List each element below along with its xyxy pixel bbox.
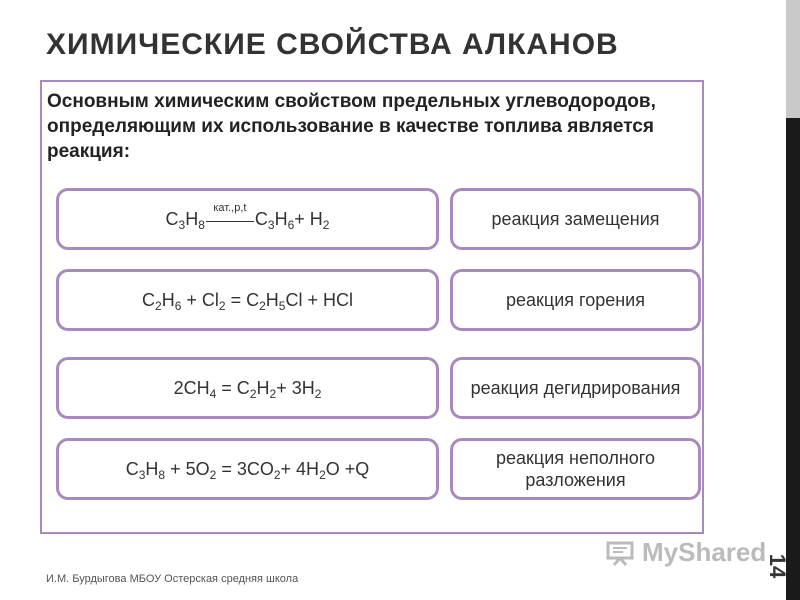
reaction-type-label: реакция замещения (491, 209, 660, 229)
formula-part: H (256, 378, 270, 398)
formula-part: + 4H (280, 459, 320, 479)
formula-subscript: 6 (174, 299, 182, 313)
formula-subscript: 3 (138, 468, 146, 482)
intro-text: Основным химическим свойством предельных углеводородов, определяющим их использование в качестве топлива является реакция: (47, 91, 656, 162)
formula-part: + 5O (165, 459, 210, 479)
formula-part: C (165, 209, 179, 229)
formula-box-4[interactable] (56, 438, 439, 500)
formula-subscript: 6 (287, 218, 295, 232)
presentation-icon (606, 540, 636, 566)
slide-title: ХИМИЧЕСКИЕ СВОЙСТВА АЛКАНОВ (46, 28, 619, 61)
catalyst-label: кат.,р,t (213, 202, 247, 214)
formula-part: H (274, 209, 288, 229)
reaction-type-label: реакция дегидрирования (470, 378, 681, 398)
formula-text (165, 202, 330, 232)
formula-subscript: 2 (259, 299, 266, 313)
formula-subscript: 2 (322, 218, 330, 232)
formula-part: O +Q (325, 459, 370, 479)
formula-subscript: 4 (209, 387, 217, 401)
formula-part: + 3H (276, 378, 315, 398)
formula-subscript: 8 (198, 218, 205, 232)
watermark-logo (606, 537, 766, 568)
formula-part: H (185, 209, 199, 229)
footer-author: И.М. Бурдыгова МБОУ Остерская средняя школа (46, 573, 299, 585)
reaction-type-decomposition[interactable] (450, 438, 701, 500)
formula-part: = C (216, 378, 250, 398)
formula-subscript: 2 (218, 299, 226, 313)
formula-subscript: 3 (178, 218, 186, 232)
side-bar-light (786, 0, 800, 118)
page-number: 14 (765, 553, 790, 579)
formula-text (174, 377, 322, 399)
formula-part: H (145, 459, 159, 479)
formula-subscript: 2 (209, 468, 217, 482)
formula-subscript: 3 (267, 218, 275, 232)
formula-part: = 3CO (216, 459, 274, 479)
formula-box-3[interactable] (56, 357, 439, 419)
formula-part: C (254, 209, 268, 229)
catalyst-arrow (206, 202, 254, 222)
reaction-type-combustion[interactable] (450, 269, 701, 331)
formula-part: H (161, 290, 175, 310)
watermark-text: MyShared (642, 537, 767, 567)
formula-part: + H (294, 209, 323, 229)
side-bar-dark (786, 118, 800, 600)
formula-subscript: 2 (155, 299, 162, 313)
formula-text (142, 289, 353, 311)
formula-part: 2CH (173, 378, 210, 398)
formula-subscript: 2 (314, 387, 322, 401)
reaction-type-label: реакция горения (506, 290, 645, 310)
formula-part: + Cl (181, 290, 219, 310)
formula-box-1[interactable] (56, 188, 439, 250)
reaction-type-substitution[interactable] (450, 188, 701, 250)
reaction-type-dehydrogenation[interactable] (450, 357, 701, 419)
reaction-type-label: реакция неполного разложения (496, 448, 655, 490)
formula-text (126, 458, 370, 480)
formula-part: H (265, 290, 279, 310)
formula-subscript: 5 (278, 299, 286, 313)
formula-subscript: 8 (158, 468, 166, 482)
formula-part: C (142, 290, 155, 310)
formula-part: Cl + HCl (285, 290, 353, 310)
formula-part: = C (225, 290, 260, 310)
formula-subscript: 2 (273, 468, 281, 482)
formula-box-2[interactable] (56, 269, 439, 331)
formula-subscript: 2 (269, 387, 277, 401)
formula-subscript: 2 (249, 387, 257, 401)
formula-part: C (125, 459, 139, 479)
formula-subscript: 2 (319, 468, 326, 482)
